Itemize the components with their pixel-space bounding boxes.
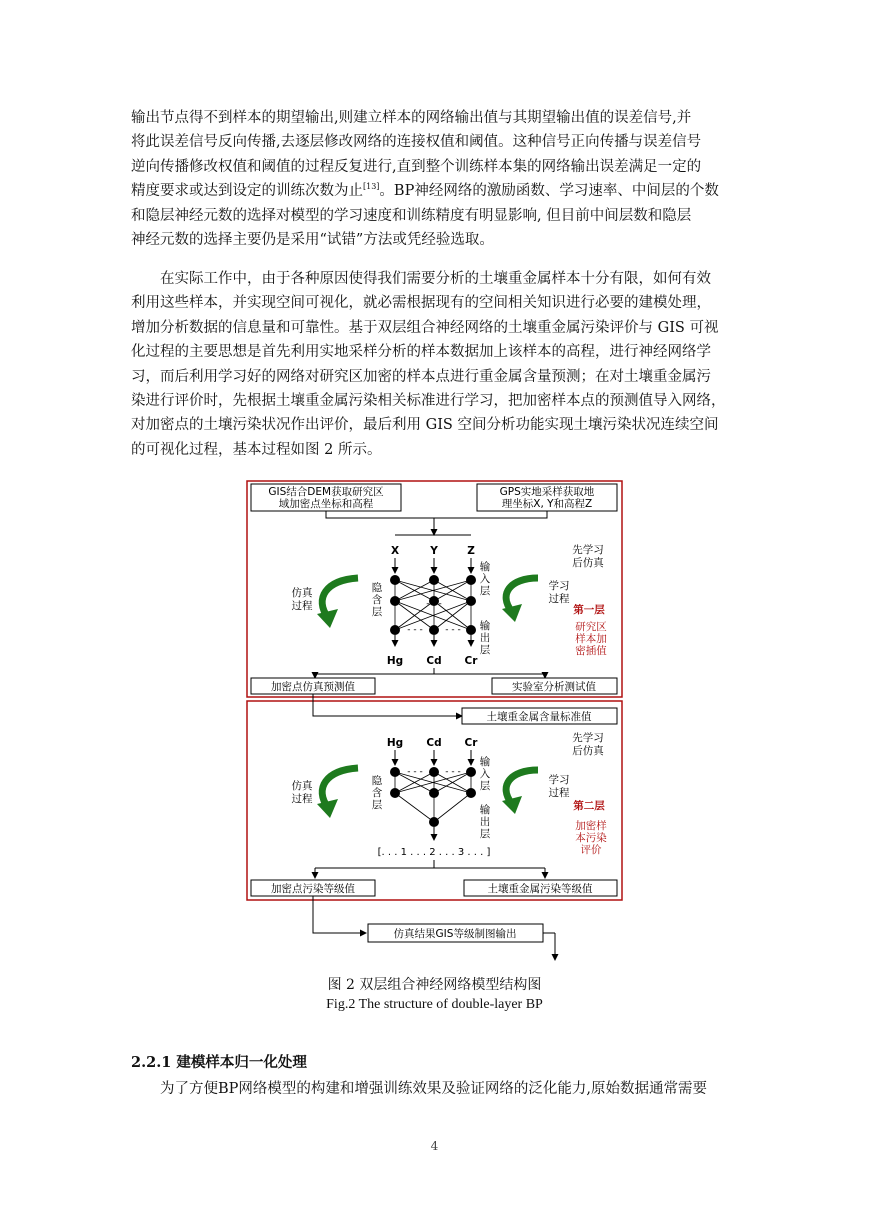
sim-process-label <box>292 586 313 612</box>
figure-caption-en: Fig.2 The structure of double-layer BP <box>326 997 543 1012</box>
svg-text:密插值: 密插值 <box>575 645 607 657</box>
text-line: 对加密点的土壤污染状况作出评价，最后利用 GIS 空间分析功能实现土壤污染状况连续空间 <box>131 417 719 434</box>
svg-text:样本加: 样本加 <box>575 633 607 645</box>
svg-text:入: 入 <box>479 573 491 585</box>
text-line: 在实际工作中，由于各种原因使得我们需要分析的土壤重金属样本十分有限，如何有效 <box>160 271 711 287</box>
text-line: 神经元数的选择主要仍是采用“试错”方法或凭经验选取。 <box>131 232 494 249</box>
svg-text:学习: 学习 <box>548 580 570 592</box>
text-line: 利用这些样本，并实现空间可视化，就必需根据现有的空间相关知识进行必要的建模处理， <box>131 295 711 312</box>
gps-line1: GPS实地采样获取地 <box>499 486 595 498</box>
learn-process-label <box>549 773 570 799</box>
svg-text:土壤重金属污染等级值: 土壤重金属污染等级值 <box>487 883 593 895</box>
standard-box <box>462 708 617 724</box>
paragraph-3: 为了方便BP网络模型的构建和增强训练效果及验证网络的泛化能力,原始数据通常需要 <box>160 1081 708 1097</box>
input-cd-label: Cd <box>426 737 442 749</box>
svg-text:含: 含 <box>371 787 383 799</box>
svg-text:土壤重金属含量标准值: 土壤重金属含量标准值 <box>486 711 592 723</box>
svg-text:仿真: 仿真 <box>291 587 313 599</box>
svg-text:层: 层 <box>479 585 491 597</box>
svg-text:输: 输 <box>479 620 491 632</box>
hidden-layer-label <box>372 774 383 811</box>
input-z-label: Z <box>467 545 475 557</box>
gis-dem-line1: GIS结合DEM获取研究区 <box>268 486 384 498</box>
gis-dem-line2: 域加密点坐标和高程 <box>278 498 374 510</box>
citation-ref: [13] <box>363 182 380 192</box>
svg-text:实验室分析测试值: 实验室分析测试值 <box>512 681 596 693</box>
layer1-desc <box>575 620 607 657</box>
paragraph-1 <box>131 106 749 252</box>
connector <box>326 511 547 518</box>
ellipsis: - - - <box>407 767 423 777</box>
connector <box>313 896 366 933</box>
output-layer-label <box>480 619 491 656</box>
svg-text:层: 层 <box>479 828 491 840</box>
section-heading: 2.2.1 建模样本归一化处理 <box>131 1054 307 1071</box>
sim-process-label <box>292 779 313 805</box>
svg-text:层: 层 <box>371 606 383 618</box>
text-span: 精度要求或达到设定的训练次数为止 <box>131 183 363 200</box>
svg-text:后仿真: 后仿真 <box>572 745 604 757</box>
ellipsis: - - - <box>426 599 442 609</box>
input-layer-label <box>480 755 491 792</box>
svg-text:含: 含 <box>371 594 383 606</box>
figure-caption-cn: 图 2 双层组合神经网络模型结构图 <box>327 977 542 993</box>
learn-first-label <box>572 731 604 757</box>
svg-text:隐: 隐 <box>371 582 383 594</box>
text-line: 染进行评价时，先根据土壤重金属污染相关标准进行学习，把加密样本点的预测值导入网络， <box>131 393 726 410</box>
svg-text:加密点仿真预测值: 加密点仿真预测值 <box>271 681 355 693</box>
learn-first-label <box>572 543 604 569</box>
svg-text:评价: 评价 <box>580 844 602 856</box>
svg-text:输: 输 <box>479 561 491 573</box>
input-cr-label: Cr <box>464 737 478 749</box>
output-cr-label: Cr <box>464 655 478 667</box>
layer2-title: 第二层 <box>573 800 605 812</box>
text-line <box>131 179 749 203</box>
svg-text:先学习: 先学习 <box>572 732 604 744</box>
gis-dem-box <box>251 484 401 511</box>
simulation-arrow-icon <box>317 768 358 818</box>
text-line: 增加分析数据的信息量和可靠性。基于双层组合神经网络的土壤重金属污染评价与 GIS 可视 <box>131 319 719 336</box>
pollution-grade-box <box>251 880 375 896</box>
output-box <box>368 924 543 942</box>
text-line: 习，而后利用学习好的网络对研究区加密的样本点进行重金属含量预测；在对土壤重金属污 <box>131 368 711 385</box>
output-layer-label <box>480 803 491 840</box>
svg-text:过程: 过程 <box>291 600 313 612</box>
svg-text:隐: 隐 <box>371 775 383 787</box>
svg-text:过程: 过程 <box>548 787 570 799</box>
svg-text:研究区: 研究区 <box>575 621 607 633</box>
gps-box <box>477 484 617 511</box>
learning-arrow-icon <box>502 770 538 814</box>
ellipsis: - - - <box>445 625 461 635</box>
layer1-title: 第一层 <box>573 604 605 616</box>
text-line: 将此误差信号反向传播,去逐层修改网络的连接权值和阈值。这种信号正向传播与误差信号 <box>131 134 702 151</box>
layer2-desc <box>575 819 607 856</box>
learning-arrow-icon <box>502 578 538 622</box>
hidden-layer-label <box>372 581 383 618</box>
input-x-label: X <box>390 545 400 557</box>
svg-text:仿真结果GIS等级制图输出: 仿真结果GIS等级制图输出 <box>393 928 517 940</box>
svg-text:层: 层 <box>371 799 383 811</box>
svg-text:出: 出 <box>479 632 491 644</box>
svg-text:本污染: 本污染 <box>575 832 607 844</box>
text-line: 输出节点得不到样本的期望输出,则建立样本的网络输出值与其期望输出值的误差信号,并 <box>131 110 692 126</box>
svg-text:输: 输 <box>479 756 491 768</box>
svg-text:层: 层 <box>479 644 491 656</box>
svg-text:入: 入 <box>479 768 491 780</box>
svg-text:层: 层 <box>479 780 491 792</box>
page-number: 4 <box>430 1139 439 1153</box>
text-span: 。BP神经网络的激励函数、学习速率、中间层的个数 <box>379 183 719 200</box>
gps-line2: 理坐标X, Y和高程Z <box>501 498 593 510</box>
svg-text:过程: 过程 <box>548 593 570 605</box>
metal-grade-box <box>464 880 617 896</box>
svg-text:后仿真: 后仿真 <box>572 557 604 569</box>
svg-text:加密点污染等级值: 加密点污染等级值 <box>271 883 355 895</box>
input-hg-label: Hg <box>386 737 404 749</box>
svg-text:仿真: 仿真 <box>291 780 313 792</box>
ellipsis: - - - <box>445 767 461 777</box>
input-y-label: Y <box>430 545 438 557</box>
grade-scale: [. . . 1 . . . 2 . . . 3 . . . ] <box>377 847 491 858</box>
input-layer-label <box>480 560 491 597</box>
svg-text:先学习: 先学习 <box>572 544 604 556</box>
svg-text:出: 出 <box>479 816 491 828</box>
paragraph-2 <box>131 267 749 462</box>
svg-text:学习: 学习 <box>548 774 570 786</box>
text-line: 化过程的主要思想是首先利用实地采样分析的样本数据加上该样本的高程，进行神经网络学 <box>131 344 711 361</box>
output-cd-label: Cd <box>426 655 442 667</box>
svg-text:加密样: 加密样 <box>575 820 607 832</box>
figure-2-diagram <box>240 478 640 968</box>
text-line: 和隐层神经元数的选择对模型的学习速度和训练精度有明显影响, 但目前中间层数和隐层 <box>131 207 692 224</box>
prediction-box <box>251 678 375 694</box>
text-line: 的可视化过程，基本过程如图 2 所示。 <box>131 441 382 458</box>
svg-text:过程: 过程 <box>291 793 313 805</box>
text-line: 逆向传播修改权值和阈值的过程反复进行,直到整个训练样本集的网络输出误差满足一定的 <box>131 158 702 175</box>
output-hg-label: Hg <box>386 655 404 667</box>
ellipsis: - - - <box>407 625 423 635</box>
simulation-arrow-icon <box>317 578 358 628</box>
lab-box <box>492 678 617 694</box>
svg-text:输: 输 <box>479 804 491 816</box>
learn-process-label <box>549 579 570 605</box>
